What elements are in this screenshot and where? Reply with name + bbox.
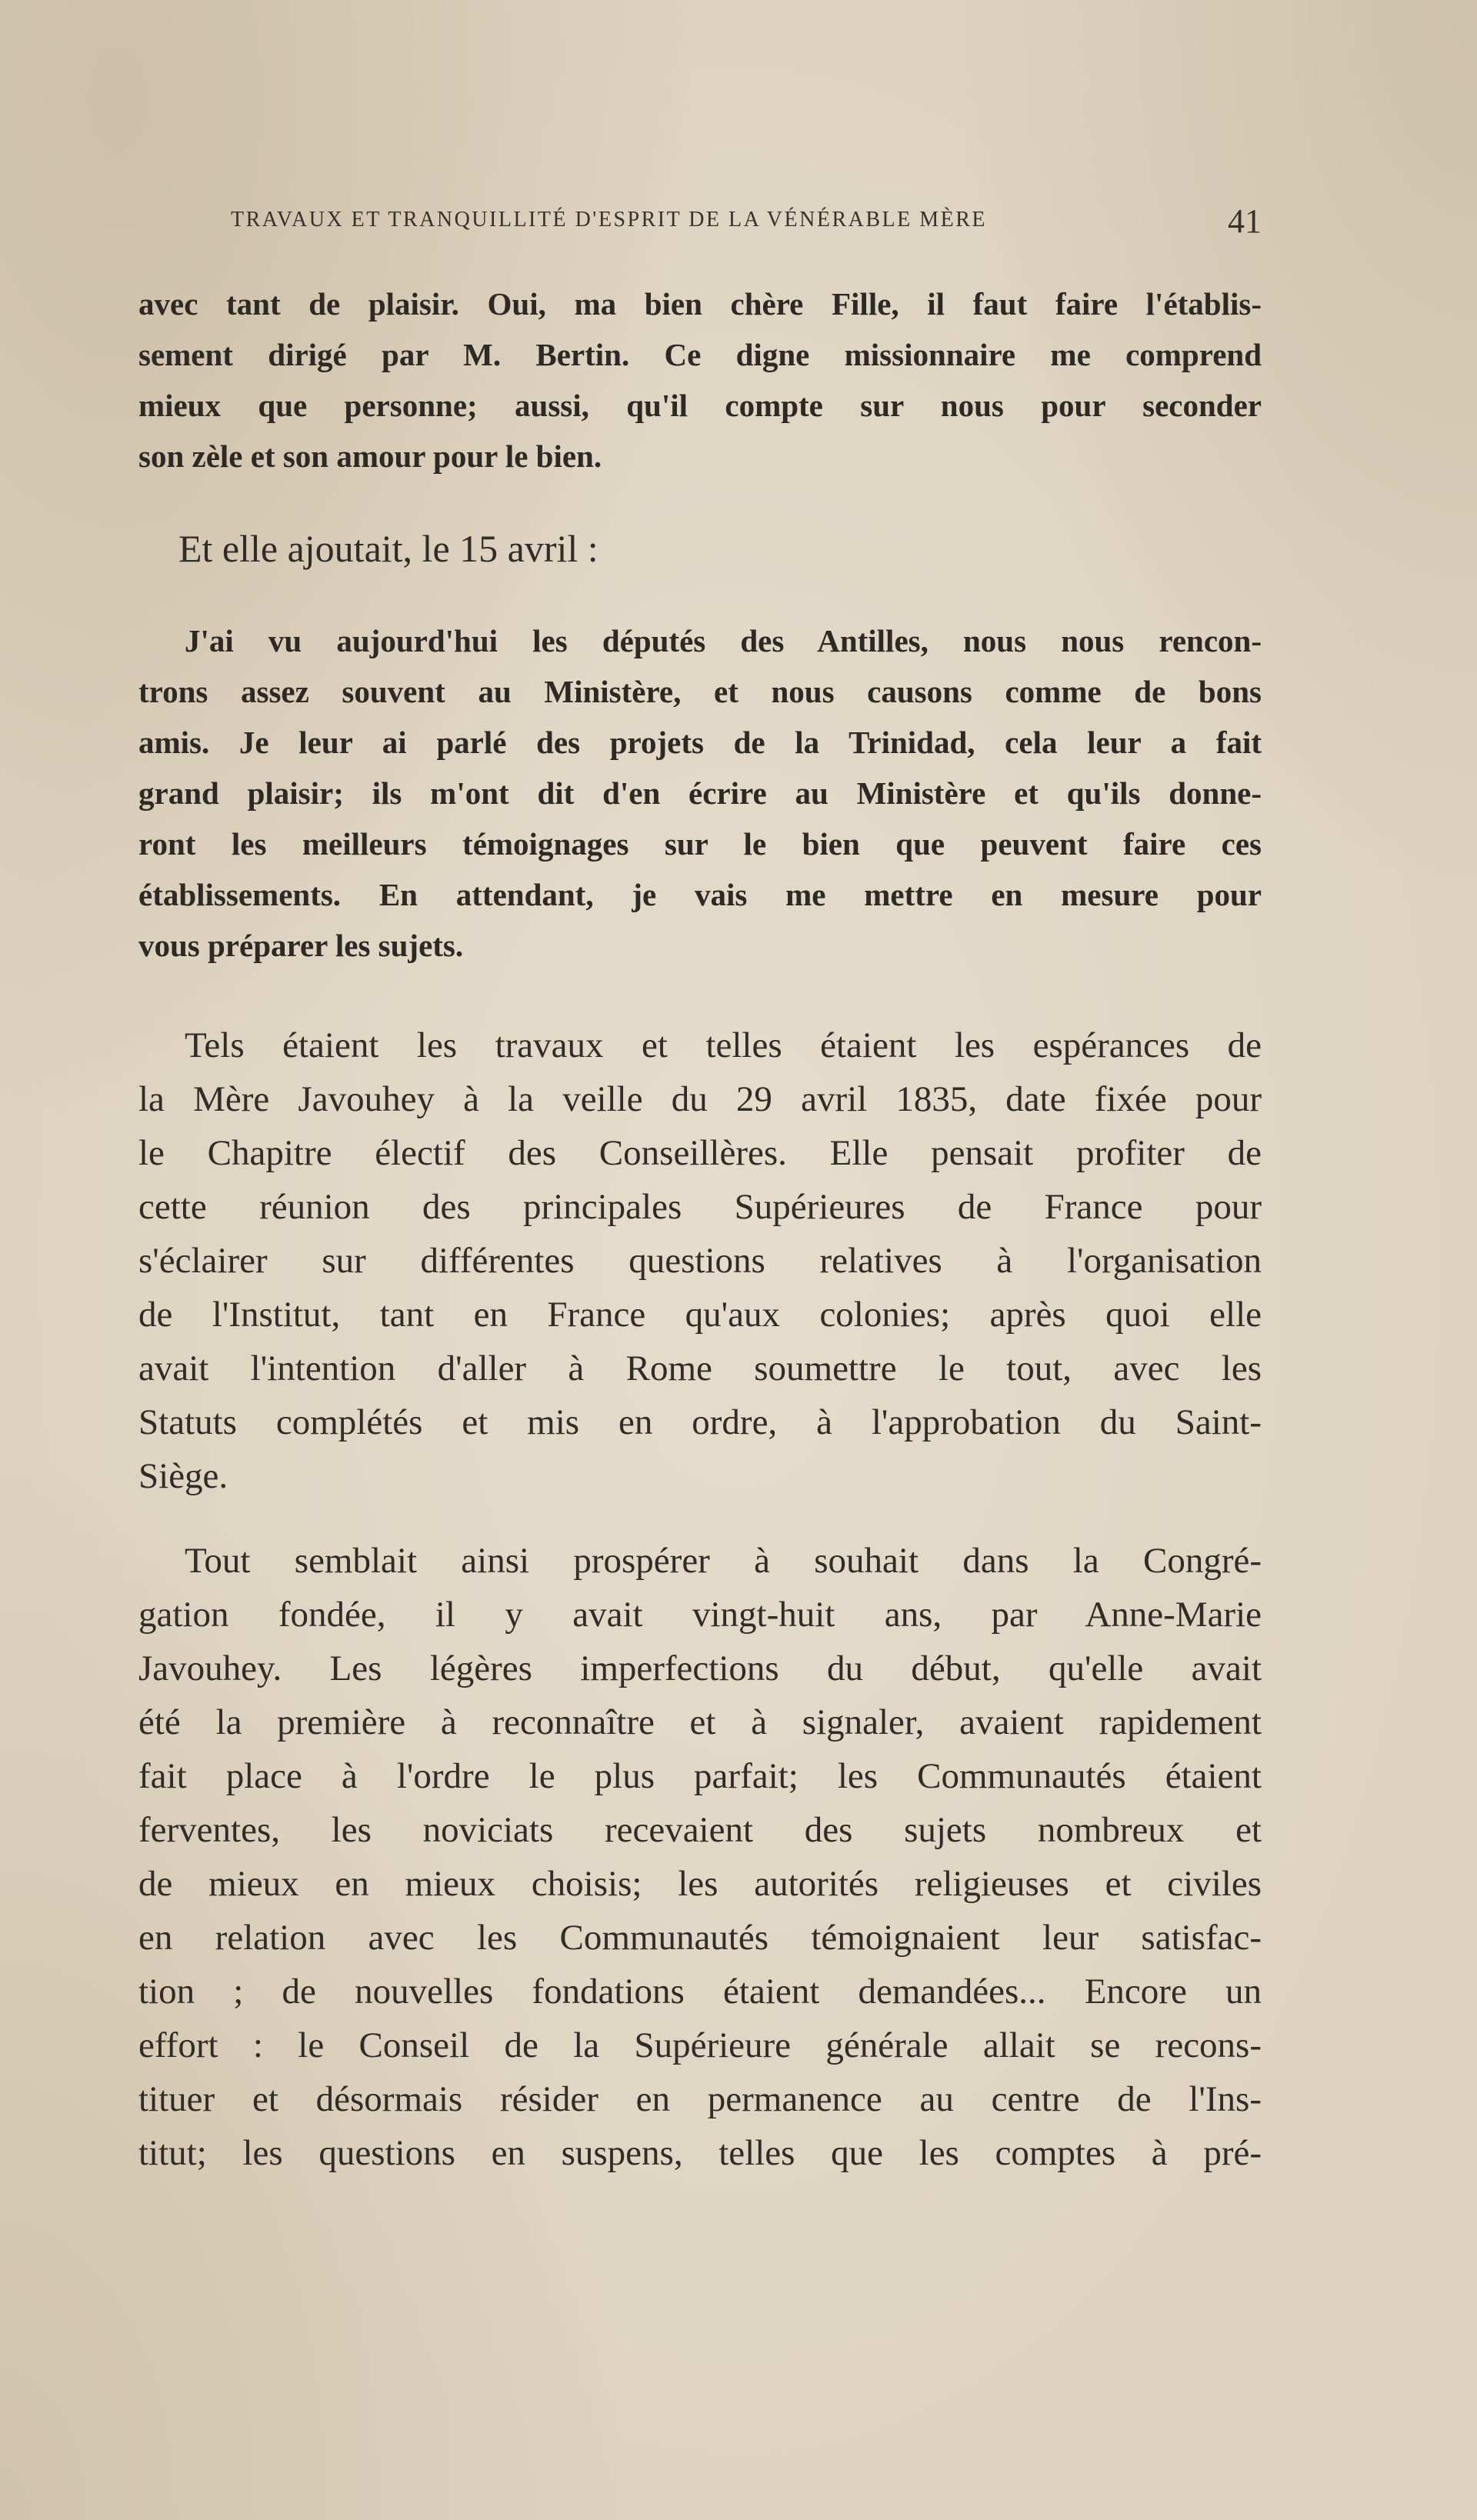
- text-line: amis. Je leur ai parlé des projets de la Trinidad, cela leur a fait: [138, 725, 1262, 760]
- page-number: 41: [1228, 202, 1262, 240]
- intro-line: Et elle ajoutait, le 15 avril :: [178, 527, 598, 570]
- text-line: tion ; de nouvelles fondations étaient demandées... Encore un: [138, 1972, 1262, 2012]
- paragraph-chapitre: [138, 1018, 1262, 1503]
- text-line: ferventes, les noviciats recevaient des sujets nombreux et: [138, 1810, 1262, 1850]
- running-head: TRAVAUX ET TRANQUILLITÉ D'ESPRIT DE LA VÉNÉRABLE MÈRE: [231, 208, 987, 232]
- text-line: avait l'intention d'aller à Rome soumettre le tout, avec les: [138, 1348, 1262, 1388]
- text-line: fait place à l'ordre le plus parfait; les Communautés étaient: [138, 1756, 1262, 1796]
- text-line: la Mère Javouhey à la veille du 29 avril 1835, date fixée pour: [138, 1079, 1262, 1119]
- text-line: grand plaisir; ils m'ont dit d'en écrire au Ministère et qu'ils donne-: [138, 775, 1262, 811]
- quote-letter-excerpt: [138, 278, 1262, 482]
- text-line: vous préparer les sujets.: [138, 928, 464, 963]
- text-line: établissements. En attendant, je vais me mettre en mesure pour: [138, 877, 1262, 912]
- text-line: son zèle et son amour pour le bien.: [138, 438, 602, 474]
- text-line: été la première à reconnaître et à signaler, avaient rapidement: [138, 1702, 1262, 1742]
- text-line: Siège.: [138, 1456, 228, 1496]
- paragraph-congregation: [138, 1534, 1262, 2180]
- text-line: mieux que personne; aussi, qu'il compte sur nous pour seconder: [138, 388, 1262, 423]
- page-header: [231, 202, 1262, 240]
- text-line: de mieux en mieux choisis; les autorités religieuses et civiles: [138, 1864, 1262, 1904]
- text-line: ront les meilleurs témoignages sur le bien que peuvent faire ces: [138, 826, 1262, 862]
- text-line: trons assez souvent au Ministère, et nous causons comme de bons: [138, 674, 1262, 709]
- text-line: tituer et désormais résider en permanence au centre de l'Ins-: [138, 2079, 1262, 2119]
- text-line: effort : le Conseil de la Supérieure générale allait se recons-: [138, 2025, 1262, 2065]
- text-line: sement dirigé par M. Bertin. Ce digne missionnaire me comprend: [138, 337, 1262, 372]
- text-line: s'éclairer sur différentes questions relatives à l'organisation: [138, 1241, 1262, 1281]
- text-line: Tels étaient les travaux et telles étaient les espérances de: [185, 1025, 1262, 1065]
- text-line: titut; les questions en suspens, telles que les comptes à pré-: [138, 2133, 1262, 2173]
- text-line: de l'Institut, tant en France qu'aux colonies; après quoi elle: [138, 1295, 1262, 1335]
- text-line: Tout semblait ainsi prospérer à souhait dans la Congré-: [185, 1541, 1262, 1581]
- text-line: avec tant de plaisir. Oui, ma bien chère Fille, il faut faire l'établis-: [138, 286, 1262, 322]
- text-line: Statuts complétés et mis en ordre, à l'approbation du Saint-: [138, 1402, 1262, 1442]
- text-line: Javouhey. Les légères imperfections du début, qu'elle avait: [138, 1648, 1262, 1688]
- text-line: en relation avec les Communautés témoignaient leur satisfac-: [138, 1918, 1262, 1958]
- text-line: le Chapitre électif des Conseillères. Elle pensait profiter de: [138, 1133, 1262, 1173]
- text-line: J'ai vu aujourd'hui les députés des Antilles, nous nous rencon-: [185, 623, 1262, 658]
- text-line: gation fondée, il y avait vingt-huit ans, par Anne-Marie: [138, 1595, 1262, 1635]
- text-line: cette réunion des principales Supérieures de France pour: [138, 1187, 1262, 1227]
- quote-letter-april: [138, 615, 1262, 971]
